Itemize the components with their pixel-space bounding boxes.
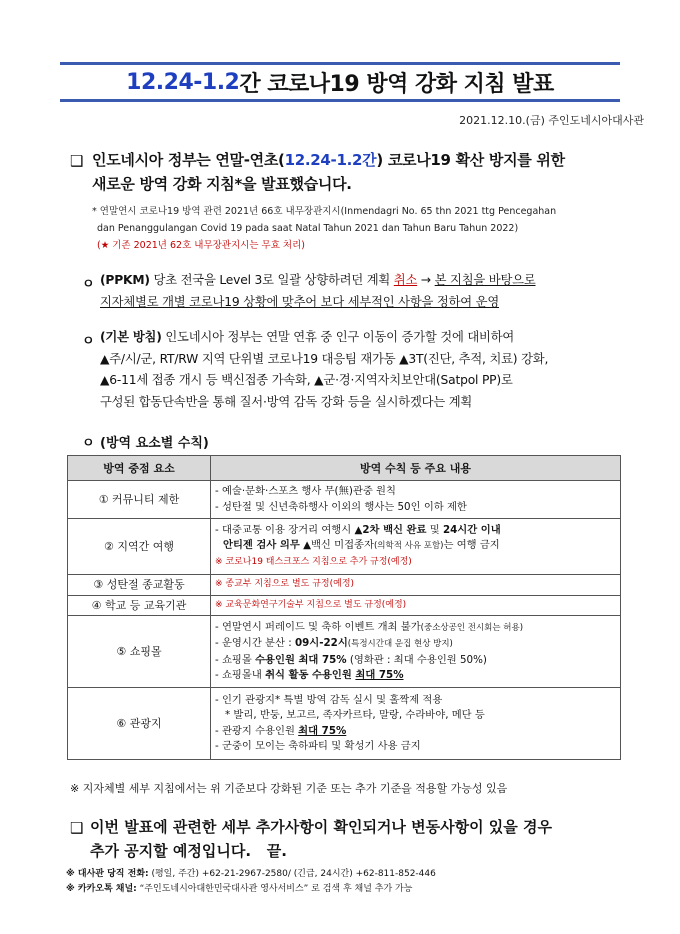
closing-bullet: ❑	[70, 819, 84, 837]
row-text: - 쇼핑몰	[215, 653, 256, 666]
dateline: 2021.12.10.(금) 주인도네시아대사관	[459, 114, 644, 127]
row-category: ③ 성탄절 종교활동	[68, 575, 211, 596]
row-text: - 운영시간 분산 :	[215, 637, 295, 649]
row-text-small: (특정시간대 운집 현상 방지)	[347, 639, 453, 649]
measures-table	[67, 455, 621, 760]
ppkm-arrow: →	[417, 273, 435, 287]
row-text-bold: ▲2차 백신 완료	[354, 523, 427, 536]
row-note: ※ 교육문화연구기술부 지침으로 별도 규정(예정)	[215, 599, 407, 610]
row-text: - 관광지 수용인원	[215, 724, 299, 737]
row-category: ⑤ 쇼핑몰	[68, 616, 211, 688]
table-header-focus: 방역 중점 요소	[68, 456, 211, 481]
row-text-bold: 24시간 이내	[442, 523, 501, 536]
row-text-small: (의학적 사유 포함)	[373, 541, 444, 552]
closing-line1: 이번 발표에 관련한 세부 추가사항이 확인되거나 변동사항이 있을 경우	[90, 818, 552, 836]
contact-kakao: “주인도네시아대한민국대사관 영사서비스” 로 검색 후 채널 추가 가능	[136, 884, 413, 894]
table-header-row	[68, 456, 621, 481]
table-row	[68, 688, 621, 760]
intro-note2: dan Penanggulangan Covid 19 pada saat Natal Tahun 2021 dan Tahun Baru Tahun 2022)	[97, 223, 519, 234]
ppkm-line1-a: 당초 전국을 Level 3로 일괄 상향하려던 계획	[149, 273, 394, 287]
row-text: - 대중교통 이용 장거리 여행시	[215, 523, 355, 536]
row-line: - 예술·문화·스포츠 행사 무(無)관중 원칙	[215, 485, 396, 497]
ppkm-cancel: 취소	[393, 273, 418, 287]
intro-date-range: 12.24-1.2간	[284, 151, 377, 169]
table-row	[68, 595, 621, 616]
title-date-range: 12.24-1.2	[126, 69, 240, 95]
row-text: (영화관 : 최대 수용인원 50%)	[346, 653, 487, 666]
intro-heading	[92, 148, 565, 196]
ppkm-label: (PPKM)	[100, 273, 150, 287]
policy-line1: 인도네시아 정부는 연말 연휴 중 인구 이동이 증가할 것에 대비하여	[161, 330, 515, 344]
row-line: * 발리, 반둥, 보고르, 족자카르타, 말랑, 수라바야, 메단 등	[225, 709, 485, 721]
row-content	[211, 616, 621, 688]
row-text-bold: 최대 75%	[355, 669, 404, 681]
row-note: ※ 코로나19 태스크포스 지침으로 추가 규정(예정)	[215, 556, 412, 567]
row-text-small: (중소상공인 전시회는 허용)	[420, 622, 524, 633]
table-footnote: ※ 지자체별 세부 지침에서는 위 기준보다 강화된 기준 또는 추가 기준을 적용할 가능성 있음	[70, 782, 508, 795]
row-category: ⑥ 관광지	[68, 688, 211, 760]
contact-info	[66, 867, 436, 897]
row-line: - 군중이 모이는 축하파티 및 확성기 사용 금지	[215, 740, 421, 752]
contact-phone: (평일, 주간) +62-21-2967-2580/ (긴급, 24시간) +62-811-852-446	[148, 869, 436, 879]
measures-heading: (방역 요소별 수칙)	[100, 436, 209, 451]
measures-bullet: ㅇ	[82, 436, 95, 451]
contact-phone-label: ※ 대사관 당직 전화:	[66, 869, 149, 879]
row-content	[211, 688, 621, 760]
ppkm-bullet: ㅇ	[82, 277, 95, 292]
row-text: ▲백신 미접종자	[299, 539, 374, 552]
ppkm-line2: 지자체별로 개별 코로나19 상황에 맞추어 보다 세부적인 사항을 정하여 운영	[100, 294, 499, 309]
row-text: 및	[426, 523, 443, 536]
table-row	[68, 616, 621, 688]
row-content	[211, 575, 621, 596]
row-text-bold: 09시-22시	[294, 637, 348, 649]
row-category: ④ 학교 등 교육기관	[68, 595, 211, 616]
row-text-bold: 수용인원 최대 75%	[255, 653, 347, 666]
intro-bullet: ❑	[70, 152, 84, 170]
row-text: 는 여행 금지	[443, 539, 500, 552]
row-line: - 인기 관광지* 특별 방역 감독 실시 및 홀짝제 적용	[215, 693, 443, 706]
row-text: - 쇼핑몰내	[215, 669, 266, 681]
page-title	[60, 62, 620, 102]
row-category: ② 지역간 여행	[68, 519, 211, 575]
row-text-bold: 최대 75%	[298, 724, 347, 737]
policy-line3: ▲6-11세 접종 개시 등 백신접종 가속화, ▲군·경·지역자치보안대(Satpol PP)로	[100, 373, 513, 387]
policy-bullet: ㅇ	[82, 334, 95, 349]
row-text-bold: 취식 활동 수용인원	[265, 669, 356, 681]
policy-label: (기본 방침)	[100, 330, 162, 344]
closing-line2: 추가 공지할 예정입니다. 끝.	[90, 842, 287, 860]
table-row	[68, 481, 621, 519]
title-text: 간 코로나19 방역 강화 지침 발표	[239, 71, 554, 97]
row-content	[211, 519, 621, 575]
intro-line2: 새로운 방역 강화 지침*을 발표했습니다.	[92, 175, 352, 193]
row-text-bold: 안티젠 검사 의무	[223, 539, 300, 552]
intro-line1-a: 인도네시아 정부는 연말-연초(	[92, 151, 285, 169]
table-row	[68, 575, 621, 596]
row-note: ※ 종교부 지침으로 별도 규정(예정)	[215, 579, 355, 589]
ppkm-line1-c: 본 지침을 바탕으로	[434, 273, 536, 287]
intro-note1: * 연말연시 코로나19 방역 관련 2021년 66호 내무장관지시(Inmendagri No. 65 thn 2021 ttg Pencegahan	[92, 206, 557, 217]
table-header-content: 방역 수칙 등 주요 내용	[211, 456, 621, 481]
policy-paragraph	[100, 327, 548, 413]
ppkm-paragraph	[100, 270, 536, 313]
closing-paragraph	[90, 815, 552, 863]
policy-line4: 구성된 합동단속반을 통해 질서·방역 감독 강화 등을 실시하겠다는 계획	[100, 394, 473, 409]
row-content	[211, 595, 621, 616]
contact-kakao-label: ※ 카카오톡 채널:	[66, 884, 137, 894]
table-row	[68, 519, 621, 575]
policy-line2: ▲주/시/군, RT/RW 지역 단위별 코로나19 대응팀 재가동 ▲3T(진단, 추적, 치료) 강화,	[100, 351, 549, 366]
row-category: ① 커뮤니티 제한	[68, 481, 211, 519]
intro-note3: (★ 기존 2021년 62호 내무장관지시는 무효 처리)	[97, 240, 305, 251]
row-line: - 성탄절 및 신년축하행사 이외의 행사는 50인 이하 제한	[215, 500, 467, 513]
intro-note	[92, 203, 556, 254]
intro-line1-c: ) 코로나19 확산 방지를 위한	[376, 151, 565, 169]
row-content	[211, 481, 621, 519]
row-text: - 연말연시 퍼레이드 및 축하 이벤트 개최 불가	[215, 620, 421, 633]
